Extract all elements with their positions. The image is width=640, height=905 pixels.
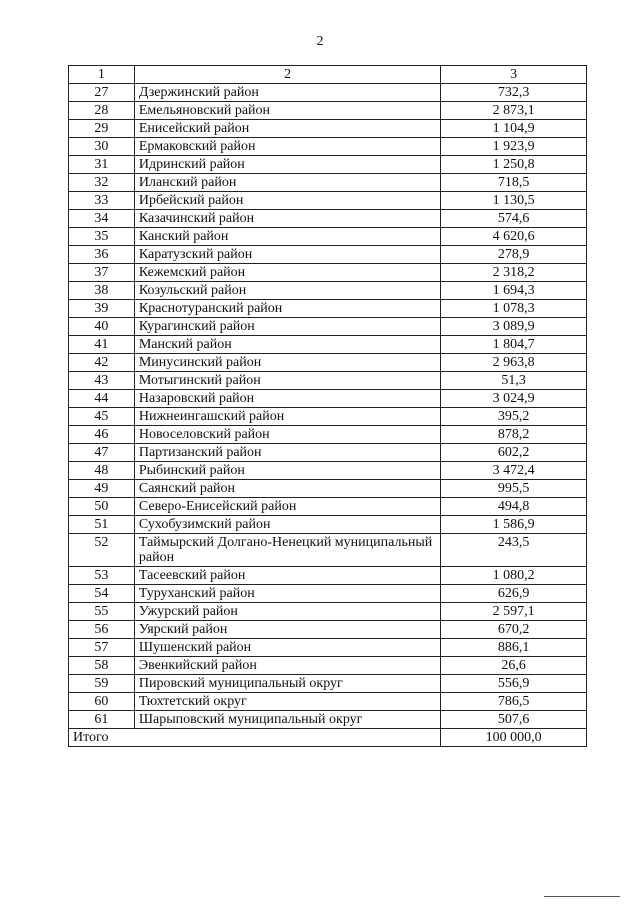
row-number: 48 (69, 462, 135, 480)
allocation-value: 718,5 (441, 174, 587, 192)
municipality-name: Сухобузимский район (134, 516, 440, 534)
municipality-name: Ирбейский район (134, 192, 440, 210)
municipality-name: Иланский район (134, 174, 440, 192)
table-row (69, 444, 587, 462)
table-row (69, 102, 587, 120)
municipality-name: Енисейский район (134, 120, 440, 138)
table-row (69, 192, 587, 210)
allocation-value: 26,6 (441, 657, 587, 675)
allocation-value: 1 586,9 (441, 516, 587, 534)
allocation-value: 995,5 (441, 480, 587, 498)
allocation-value: 3 472,4 (441, 462, 587, 480)
allocation-value: 878,2 (441, 426, 587, 444)
allocation-value: 602,2 (441, 444, 587, 462)
municipality-name: Нижнеингашский район (134, 408, 440, 426)
table-row (69, 318, 587, 336)
municipality-name: Тюхтетский округ (134, 693, 440, 711)
allocation-value: 4 620,6 (441, 228, 587, 246)
municipality-name: Уярский район (134, 621, 440, 639)
municipality-name: Назаровский район (134, 390, 440, 408)
allocation-value: 1 080,2 (441, 567, 587, 585)
table-header-row (69, 66, 587, 84)
table-row (69, 138, 587, 156)
table-row (69, 372, 587, 390)
municipality-name: Кежемский район (134, 264, 440, 282)
allocation-value: 2 873,1 (441, 102, 587, 120)
row-number: 50 (69, 498, 135, 516)
table-row (69, 408, 587, 426)
municipality-name: Партизанский район (134, 444, 440, 462)
table-row (69, 156, 587, 174)
row-number: 35 (69, 228, 135, 246)
municipality-name: Ужурский район (134, 603, 440, 621)
allocation-value: 243,5 (441, 534, 587, 567)
page-number: 2 (316, 34, 324, 49)
table-row (69, 426, 587, 444)
municipality-name: Канский район (134, 228, 440, 246)
municipality-name: Пировский муниципальный округ (134, 675, 440, 693)
table-row (69, 516, 587, 534)
table-row (69, 228, 587, 246)
row-number: 45 (69, 408, 135, 426)
allocation-value: 574,6 (441, 210, 587, 228)
allocation-table (68, 65, 587, 747)
table-row (69, 84, 587, 102)
allocation-value: 626,9 (441, 585, 587, 603)
table-row (69, 693, 587, 711)
table-row (69, 462, 587, 480)
row-number: 44 (69, 390, 135, 408)
table-row (69, 390, 587, 408)
table-row (69, 567, 587, 585)
municipality-name: Таймырский Долгано-Ненецкий муниципальный район (134, 534, 440, 567)
allocation-value: 786,5 (441, 693, 587, 711)
table-row (69, 480, 587, 498)
municipality-name: Мотыгинский район (134, 372, 440, 390)
allocation-value: 1 250,8 (441, 156, 587, 174)
total-label: Итого (69, 729, 441, 747)
table-row (69, 336, 587, 354)
municipality-name: Манский район (134, 336, 440, 354)
row-number: 41 (69, 336, 135, 354)
row-number: 33 (69, 192, 135, 210)
row-number: 49 (69, 480, 135, 498)
row-number: 54 (69, 585, 135, 603)
allocation-value: 1 804,7 (441, 336, 587, 354)
municipality-name: Тасеевский район (134, 567, 440, 585)
municipality-name: Минусинский район (134, 354, 440, 372)
table-row (69, 174, 587, 192)
table-row (69, 639, 587, 657)
table-row (69, 675, 587, 693)
municipality-name: Рыбинский район (134, 462, 440, 480)
total-row (69, 729, 587, 747)
allocation-value: 494,8 (441, 498, 587, 516)
municipality-name: Ермаковский район (134, 138, 440, 156)
row-number: 38 (69, 282, 135, 300)
row-number: 55 (69, 603, 135, 621)
allocation-value: 732,3 (441, 84, 587, 102)
table-row (69, 354, 587, 372)
table-row (69, 498, 587, 516)
municipality-name: Идринский район (134, 156, 440, 174)
municipality-name: Туруханский район (134, 585, 440, 603)
row-number: 60 (69, 693, 135, 711)
allocation-value: 670,2 (441, 621, 587, 639)
municipality-name: Дзержинский район (134, 84, 440, 102)
column-header-3: 3 (441, 66, 587, 84)
municipality-name: Северо-Енисейский район (134, 498, 440, 516)
row-number: 57 (69, 639, 135, 657)
municipality-name: Емельяновский район (134, 102, 440, 120)
column-header-1: 1 (69, 66, 135, 84)
row-number: 37 (69, 264, 135, 282)
row-number: 29 (69, 120, 135, 138)
row-number: 31 (69, 156, 135, 174)
table-row (69, 282, 587, 300)
table-body (69, 66, 587, 747)
table-row (69, 711, 587, 729)
table-row (69, 621, 587, 639)
allocation-value: 3 089,9 (441, 318, 587, 336)
municipality-name: Новоселовский район (134, 426, 440, 444)
row-number: 59 (69, 675, 135, 693)
row-number: 53 (69, 567, 135, 585)
row-number: 39 (69, 300, 135, 318)
row-number: 27 (69, 84, 135, 102)
municipality-name: Краснотуранский район (134, 300, 440, 318)
allocation-value: 1 694,3 (441, 282, 587, 300)
allocation-value: 886,1 (441, 639, 587, 657)
row-number: 30 (69, 138, 135, 156)
municipality-name: Эвенкийский район (134, 657, 440, 675)
column-header-2: 2 (134, 66, 440, 84)
municipality-name: Шушенский район (134, 639, 440, 657)
allocation-value: 3 024,9 (441, 390, 587, 408)
table-row (69, 300, 587, 318)
table-row (69, 657, 587, 675)
municipality-name: Саянский район (134, 480, 440, 498)
allocation-value: 2 318,2 (441, 264, 587, 282)
allocation-value: 1 104,9 (441, 120, 587, 138)
footer-rule (544, 896, 620, 897)
row-number: 47 (69, 444, 135, 462)
total-value: 100 000,0 (441, 729, 587, 747)
allocation-value: 2 597,1 (441, 603, 587, 621)
row-number: 42 (69, 354, 135, 372)
row-number: 28 (69, 102, 135, 120)
table-row (69, 264, 587, 282)
row-number: 32 (69, 174, 135, 192)
municipality-name: Каратузский район (134, 246, 440, 264)
municipality-name: Казачинский район (134, 210, 440, 228)
row-number: 46 (69, 426, 135, 444)
municipality-name: Шарыповский муниципальный округ (134, 711, 440, 729)
table-row (69, 246, 587, 264)
municipality-name: Курагинский район (134, 318, 440, 336)
table-row (69, 534, 587, 567)
row-number: 56 (69, 621, 135, 639)
table-row (69, 603, 587, 621)
table-row (69, 120, 587, 138)
allocation-value: 395,2 (441, 408, 587, 426)
allocation-value: 1 130,5 (441, 192, 587, 210)
row-number: 52 (69, 534, 135, 567)
allocation-value: 2 963,8 (441, 354, 587, 372)
allocation-value: 51,3 (441, 372, 587, 390)
allocation-value: 507,6 (441, 711, 587, 729)
table-row (69, 585, 587, 603)
row-number: 40 (69, 318, 135, 336)
allocation-value: 1 078,3 (441, 300, 587, 318)
row-number: 36 (69, 246, 135, 264)
allocation-value: 556,9 (441, 675, 587, 693)
municipality-name: Козульский район (134, 282, 440, 300)
row-number: 34 (69, 210, 135, 228)
allocation-value: 278,9 (441, 246, 587, 264)
allocation-value: 1 923,9 (441, 138, 587, 156)
row-number: 58 (69, 657, 135, 675)
row-number: 43 (69, 372, 135, 390)
row-number: 51 (69, 516, 135, 534)
row-number: 61 (69, 711, 135, 729)
table-row (69, 210, 587, 228)
